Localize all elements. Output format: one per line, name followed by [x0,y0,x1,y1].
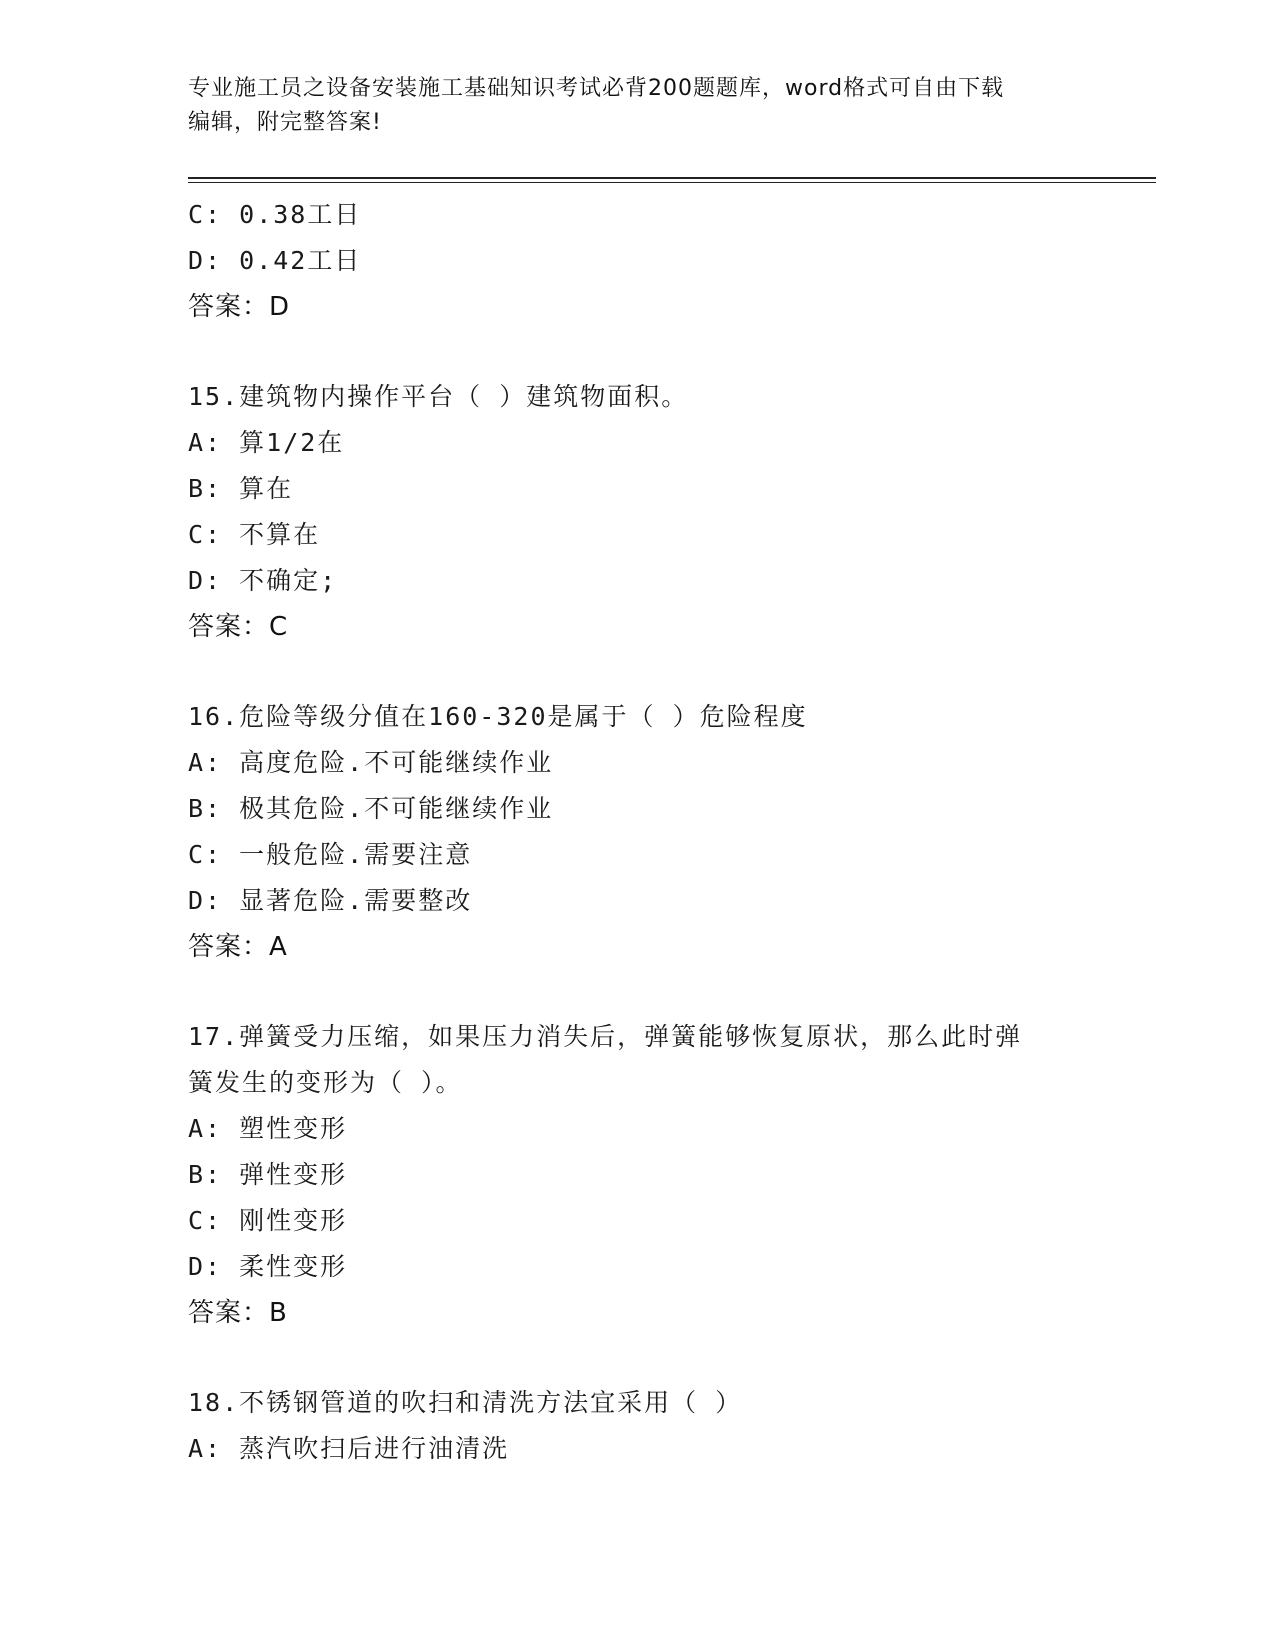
option-b: B: 算在 [188,474,294,503]
option-a: A: 塑性变形 [188,1114,348,1143]
document-header [188,72,1088,140]
question-stem: 18.不锈钢管道的吹扫和清洗方法宜采用（ ） [188,1388,743,1417]
option-c: C: 一般危险.需要注意 [188,840,473,869]
question-stem: 15.建筑物内操作平台（ ）建筑物面积。 [188,382,689,411]
answer-line: 答案：B [188,1298,288,1328]
answer-line: 答案：D [188,292,291,322]
header-title-line-1: 专业施工员之设备安装施工基础知识考试必背200题题库，word格式可自由下载 [188,76,1005,101]
question-17 [188,1014,1156,1336]
option-a: A: 高度危险.不可能继续作业 [188,748,554,777]
question-list [188,192,1156,1472]
option-d: D: 不确定; [188,566,338,595]
option-c: C: 刚性变形 [188,1206,348,1235]
option-b: B: 极其危险.不可能继续作业 [188,794,554,823]
question-stem: 16.危险等级分值在160-320是属于（ ）危险程度 [188,702,808,731]
question-15 [188,374,1156,650]
option-c: C: 0.38工日 [188,200,362,229]
question-14-continuation [188,192,1156,330]
header-title-line-2: 编辑，附完整答案! [188,110,382,135]
question-stem-line-1: 17.弹簧受力压缩，如果压力消失后，弹簧能够恢复原状，那么此时弹 [188,1022,1023,1051]
option-b: B: 弹性变形 [188,1160,348,1189]
answer-line: 答案：A [188,932,288,962]
option-c: C: 不算在 [188,520,321,549]
question-stem-line-2: 簧发生的变形为（ ）。 [188,1068,463,1097]
header-divider-thin [188,182,1156,183]
option-d: D: 显著危险.需要整改 [188,886,473,915]
question-18 [188,1380,1156,1472]
option-d: D: 柔性变形 [188,1252,348,1281]
header-divider-thick [188,177,1156,179]
option-d: D: 0.42工日 [188,246,362,275]
option-a: A: 蒸汽吹扫后进行油清洗 [188,1434,510,1463]
option-a: A: 算1/2在 [188,428,345,457]
question-16 [188,694,1156,970]
answer-line: 答案：C [188,612,289,642]
